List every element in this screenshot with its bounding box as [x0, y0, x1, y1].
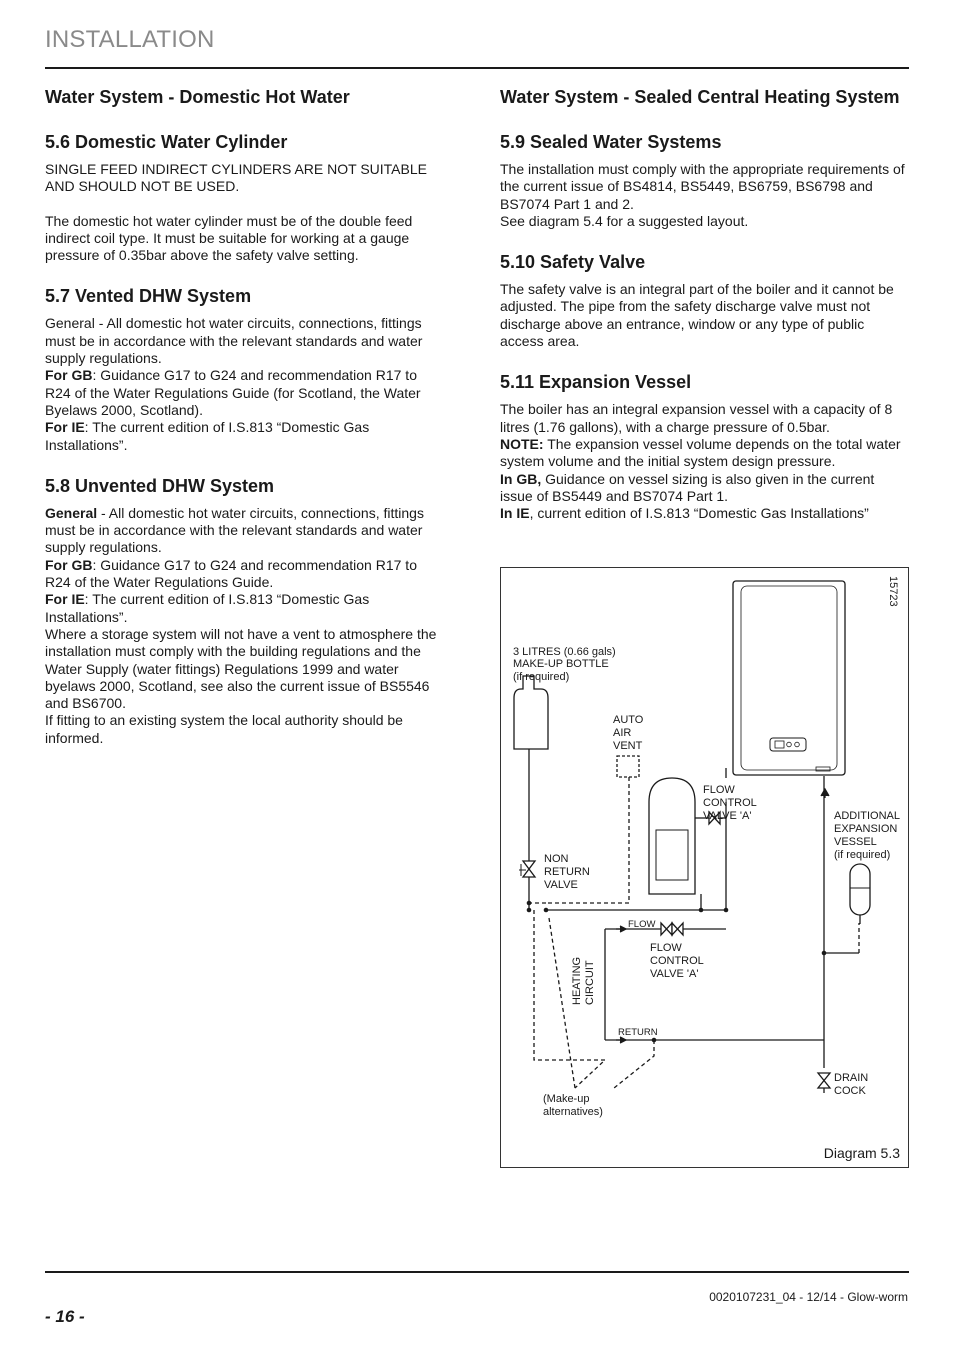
s57-ie	[45, 419, 445, 454]
s58-general	[45, 505, 445, 557]
s59-see: See diagram 5.4 for a suggested layout.	[500, 212, 749, 229]
s511-note	[500, 436, 910, 471]
vessel-label-1: ADDITIONAL	[834, 810, 901, 822]
s511-ie-label: In IE	[500, 505, 530, 522]
footer-rule	[45, 1271, 909, 1273]
page-number: - 16 -	[45, 1307, 85, 1326]
vent-label-1: AUTO	[613, 714, 644, 726]
s58-ie-text: : The current edition of I.S.813 “Domestic Gas Installations”.	[45, 591, 370, 625]
s58-existing: If fitting to an existing system the local authority should be informed.	[45, 712, 403, 746]
section-title-5-10: 5.10 Safety Valve	[500, 252, 646, 273]
flow-valve-mid-label-2: CONTROL	[650, 955, 704, 967]
s58-gb-label: For GB	[45, 556, 93, 573]
s511-gb-label: In GB,	[500, 470, 542, 487]
section-title-5-8: 5.8 Unvented DHW System	[45, 475, 275, 496]
makeup-bottle	[514, 676, 548, 749]
s57-ie-text: : The current edition of I.S.813 “Domestic Gas Installations”.	[45, 419, 370, 453]
right-column	[500, 86, 910, 522]
section-heading-dhw: Water System - Domestic Hot Water	[45, 87, 350, 107]
non-return-label-1: NON	[544, 853, 569, 865]
s58-gb	[45, 557, 445, 592]
s58-general-label: General	[45, 504, 98, 521]
s511-note-text: The expansion vessel volume depends on the total water system volume and the initial system design pressure.	[500, 435, 901, 470]
flow-valve-mid-label-1: FLOW	[650, 942, 682, 954]
s511-body: The boiler has an integral expansion vessel with a capacity of 8 litres (1.76 gallons), with a charge pressure of 0.5bar.	[500, 401, 893, 435]
s510-body: The safety valve is an integral part of the boiler and it cannot be adjusted. The pipe from the safety discharge valve must not discharge above an entrance, window or any type of public access area.	[500, 281, 894, 350]
vent-label-2: AIR	[613, 727, 632, 739]
s511-gb-text: Guidance on vessel sizing is also given in the current issue of BS5449 and BS7074 Part 1.	[500, 470, 875, 504]
header-rule	[45, 67, 909, 69]
s511-gb	[500, 471, 910, 506]
s56-warning: SINGLE FEED INDIRECT CYLINDERS ARE NOT SUITABLE AND SHOULD NOT BE USED.	[45, 161, 427, 195]
s59-body: The installation must comply with the appropriate requirements of the current issue of BS4814, BS5449, BS6759, BS6798 and BS7074 Part 1 and 2.	[500, 161, 905, 212]
system-schematic	[501, 568, 908, 1167]
heating-circuit-label-2: CIRCUIT	[584, 960, 596, 1005]
non-return-valve-icon	[523, 861, 535, 877]
flow-valve-mid-label-3: VALVE 'A'	[650, 968, 699, 980]
flow-control-valve-mid-icon	[661, 923, 672, 935]
flow-valve-top-label-3: VALVE 'A'	[703, 810, 752, 822]
s58-ie-label: For IE	[45, 591, 85, 608]
makeup-label-2: alternatives)	[543, 1106, 603, 1118]
flow-valve-top-label-1: FLOW	[703, 784, 735, 796]
makeup-label-1: (Make-up	[543, 1093, 590, 1105]
s57-gb-label: For GB	[45, 367, 93, 384]
s58-gb-text: : Guidance G17 to G24 and recommendation R17 to R24 of the Water Regulations Guide.	[45, 556, 417, 591]
flow-valve-top-label-2: CONTROL	[703, 797, 757, 809]
document-reference: 0020107231_04 - 12/14 - Glow-worm	[709, 1290, 908, 1304]
return-label: RETURN	[618, 1027, 658, 1038]
s511-note-label: NOTE:	[500, 435, 544, 452]
section-heading-ch: Water System - Sealed Central Heating System	[500, 87, 900, 107]
diagram-ref: 15723	[887, 576, 899, 607]
diagram-5-3	[500, 567, 909, 1168]
left-column	[45, 86, 445, 747]
drain-cock-icon	[818, 1073, 830, 1088]
s57-ie-label: For IE	[45, 419, 85, 436]
section-title-5-11: 5.11 Expansion Vessel	[500, 372, 692, 393]
s57-gb-text: : Guidance G17 to G24 and recommendation R17 to R24 of the Water Regulations Guide (for Scotland, the Water Byelaws 2000, Scotland).	[45, 367, 421, 418]
page-header-title: INSTALLATION	[45, 26, 215, 53]
s58-ie	[45, 591, 445, 626]
expansion-vessel	[850, 864, 870, 915]
non-return-label-3: VALVE	[544, 879, 578, 891]
auto-air-vent	[617, 756, 639, 777]
s56-body: The domestic hot water cylinder must be of the double feed indirect coil type. It must be suitable for working at a gauge pressure of 0.35bar above the safety valve setting.	[45, 212, 413, 264]
s57-gb	[45, 367, 445, 419]
vessel-label-3: VESSEL	[834, 836, 877, 848]
s58-storage: Where a storage system will not have a vent to atmosphere the installation must comply with the building regulations and the Water Supply (water fittings) Regulations 1999 and water byelaws 2000, Scotland, see also the current issue of BS5546 and BS6700.	[45, 625, 437, 712]
vessel-label-2: EXPANSION	[834, 823, 898, 835]
non-return-label-2: RETURN	[544, 866, 590, 878]
flow-label: FLOW	[628, 919, 656, 930]
bottle-label-3: (if required)	[513, 671, 570, 683]
s511-ie	[500, 505, 910, 522]
s58-general-text: - All domestic hot water circuits, connections, fittings must be in accordance with the relevant standards and water supply regulations.	[45, 504, 424, 556]
bottle-label-1: 3 LITRES (0.66 gals)	[513, 646, 616, 658]
s57-general: General - All domestic hot water circuits, connections, fittings must be in accordance with the relevant standards and water supply regulations.	[45, 315, 423, 367]
vessel-label-4: (if required)	[834, 849, 891, 861]
heating-circuit-label-1: HEATING	[571, 956, 583, 1005]
section-title-5-7: 5.7 Vented DHW System	[45, 286, 252, 307]
drain-label-2: COCK	[834, 1085, 866, 1097]
section-title-5-6: 5.6 Domestic Water Cylinder	[45, 132, 288, 152]
s511-ie-text: , current edition of I.S.813 “Domestic Gas Installations”	[529, 505, 869, 522]
bottle-label-2: MAKE-UP BOTTLE	[513, 658, 609, 670]
vent-label-3: VENT	[613, 740, 643, 752]
section-title-5-9: 5.9 Sealed Water Systems	[500, 132, 722, 152]
drain-label-1: DRAIN	[834, 1072, 869, 1084]
diagram-caption: Diagram 5.3	[823, 1145, 900, 1161]
